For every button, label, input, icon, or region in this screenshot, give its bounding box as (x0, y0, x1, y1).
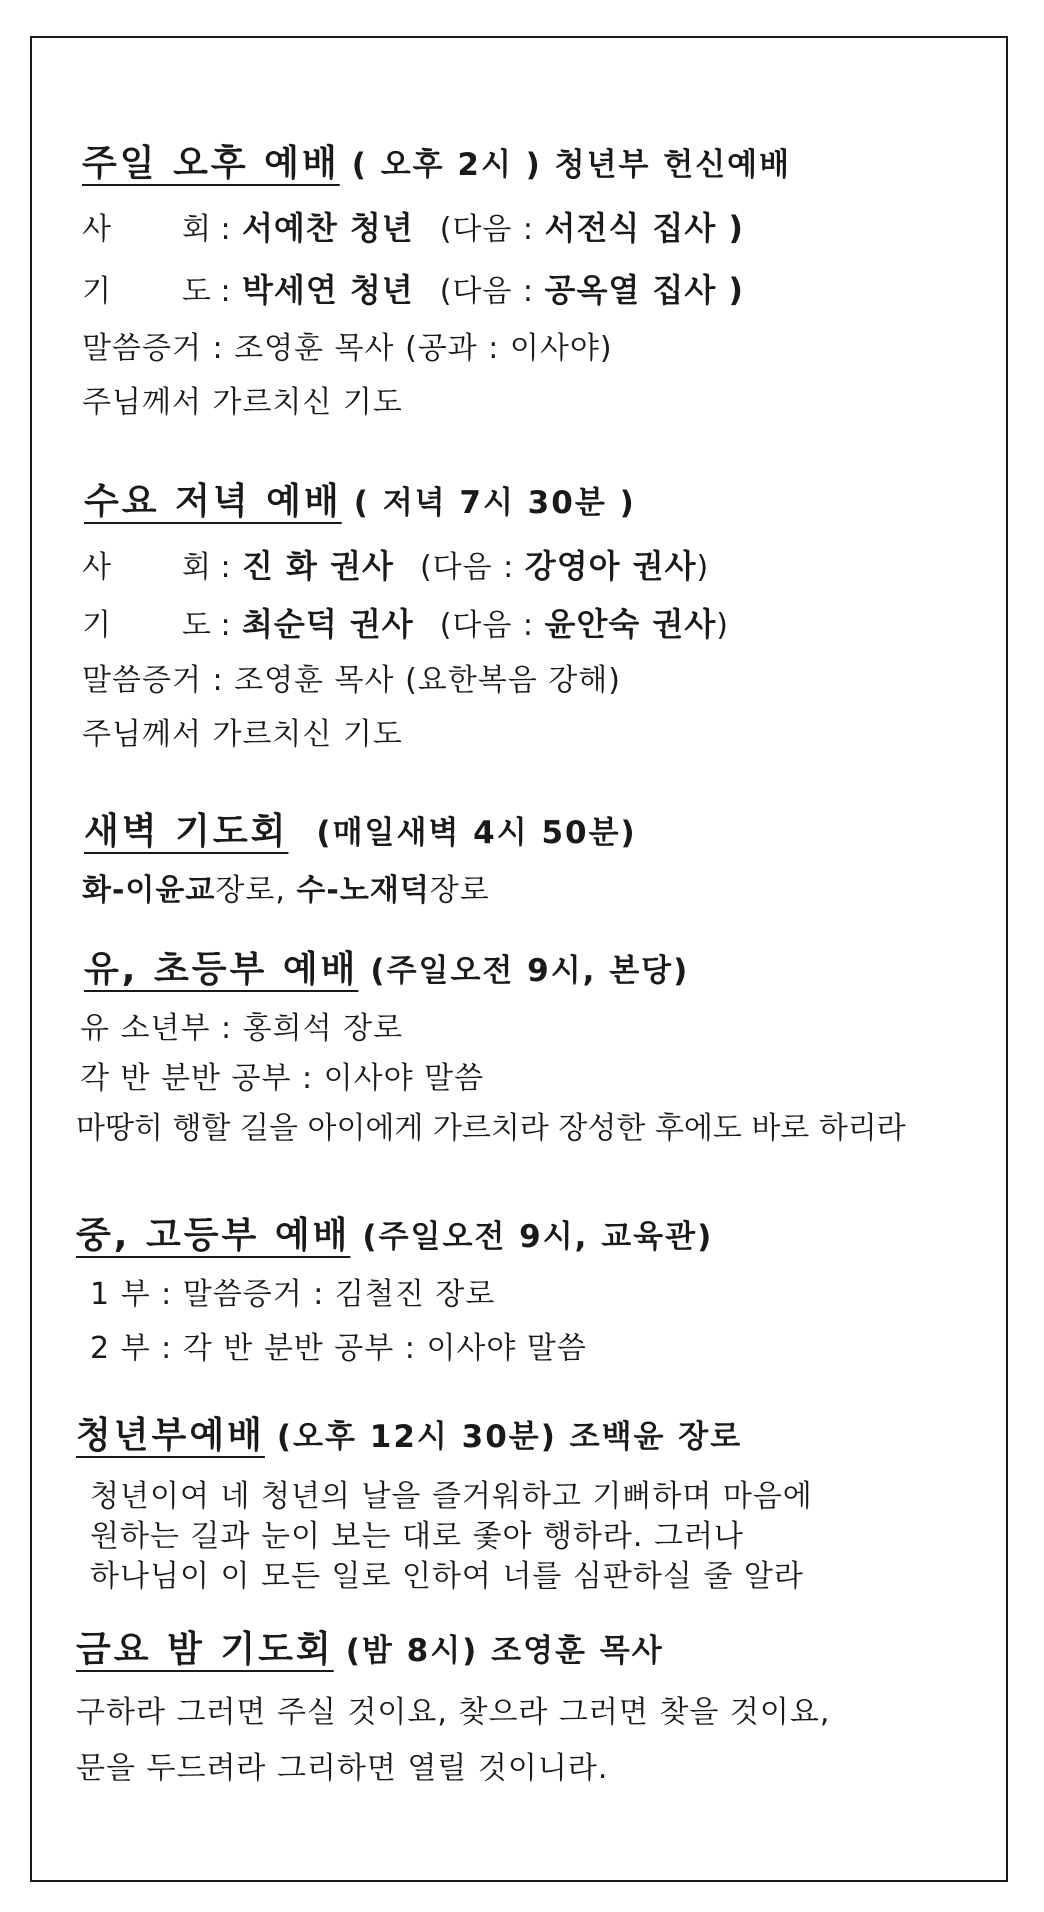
paren-close: ) (716, 271, 745, 309)
lords-prayer-row: 주님께서 가르치신 기도 (82, 385, 403, 420)
next-label: (다음 : (439, 608, 545, 643)
section-time-note: (매일새벽 4시 50분) (316, 815, 637, 851)
section-title: 중, 고등부 예배 (76, 1215, 351, 1256)
prayer-name: 최순덕 권사 (242, 605, 414, 643)
label-part: 도 : (182, 274, 231, 309)
label-part: 회 : (182, 550, 231, 585)
young-adult-verse-line-3: 하나님이 이 모든 일로 인하여 너를 심판하실 줄 알라 (90, 1559, 804, 1594)
next-label: (다음 : (439, 212, 545, 247)
leader-title: 장로 (429, 873, 490, 908)
section-title: 수요 저녁 예배 (84, 481, 342, 522)
section-title: 금요 밤 기도회 (76, 1629, 334, 1670)
young-adult-verse-line-1: 청년이여 네 청년의 날을 즐거워하고 기뻐하며 마음에 (90, 1479, 813, 1514)
prayer-row (82, 605, 729, 643)
friday-verse-line-1: 구하라 그러면 주실 것이요, 찾으라 그러면 찾을 것이요, (76, 1695, 831, 1730)
sermon-row: 말씀증거 : 조영훈 목사 (공과 : 이사야) (82, 331, 613, 366)
section-sunday-afternoon-heading (82, 143, 792, 184)
paren-close: ) (716, 209, 745, 247)
next-prayer-name: 공옥열 집사 (544, 271, 717, 309)
next-presider-name: 강영아 권사 (524, 547, 697, 585)
label-part: 사 (82, 550, 111, 585)
presider-row (82, 209, 745, 247)
next-label: (다음 : (439, 274, 545, 309)
lords-prayer-row: 주님께서 가르치신 기도 (82, 717, 403, 752)
label-part: 도 : (182, 608, 231, 643)
section-elementary-heading (84, 949, 690, 990)
presider-row (82, 547, 710, 585)
friday-verse-line-2: 문을 두드려라 그리하면 열릴 것이니라. (76, 1751, 609, 1786)
sermon-row: 말씀증거 : 조영훈 목사 (요한복음 강해) (82, 663, 621, 698)
prayer-name: 박세연 청년 (242, 271, 414, 309)
next-prayer-name: 윤안숙 권사 (544, 605, 717, 643)
section-time-note: (밤 8시) 조영훈 목사 (345, 1633, 664, 1669)
section-title: 유, 초등부 예배 (84, 949, 359, 990)
section-wednesday-heading (84, 481, 636, 522)
section-time-note: (주일오전 9시, 교육관) (362, 1219, 714, 1255)
section-youth-heading (76, 1215, 714, 1256)
paren-close: ) (696, 550, 710, 585)
section-time-note: ( 오후 2시 ) 청년부 헌신예배 (351, 147, 792, 183)
section-title: 청년부예배 (76, 1415, 265, 1456)
section-title: 새벽 기도회 (84, 811, 289, 852)
youth-part-1: 1 부 : 말씀증거 : 김철진 장로 (90, 1277, 496, 1312)
paren-close: ) (716, 608, 729, 643)
presider-name: 진 화 권사 (242, 547, 394, 585)
section-title: 주일 오후 예배 (82, 143, 340, 184)
elementary-leader: 유 소년부 : 홍희석 장로 (80, 1011, 404, 1046)
dawn-prayer-leaders (82, 873, 490, 908)
elementary-verse: 마땅히 행할 길을 아이에게 가르치라 장성한 후에도 바로 하리라 (76, 1111, 906, 1146)
label-part: 기 (82, 274, 111, 309)
youth-part-2: 2 부 : 각 반 분반 공부 : 이사야 말씀 (90, 1331, 587, 1366)
elementary-study: 각 반 분반 공부 : 이사야 말씀 (80, 1061, 485, 1096)
leader-tuesday: 화-이윤교 (82, 873, 216, 908)
presider-name: 서예찬 청년 (242, 209, 414, 247)
label-part: 사 (82, 212, 111, 247)
section-dawn-prayer-heading (84, 811, 637, 852)
next-label: (다음 : (419, 550, 525, 585)
prayer-row (82, 271, 745, 309)
leader-title: 장로, (215, 873, 297, 908)
label-part: 회 : (182, 212, 231, 247)
section-time-note: (주일오전 9시, 본당) (370, 953, 690, 989)
next-presider-name: 서전식 집사 (544, 209, 717, 247)
section-friday-prayer-heading (76, 1629, 664, 1670)
bulletin-frame (30, 36, 1008, 1882)
young-adult-verse-line-2: 원하는 길과 눈이 보는 대로 좇아 행하라. 그러나 (90, 1519, 744, 1554)
leader-wednesday: 수-노재덕 (296, 873, 430, 908)
section-young-adult-heading (76, 1415, 743, 1456)
label-part: 기 (82, 608, 111, 643)
section-time-note: ( 저녁 7시 30분 ) (353, 485, 636, 521)
section-time-note: (오후 12시 30분) 조백윤 장로 (276, 1419, 743, 1455)
